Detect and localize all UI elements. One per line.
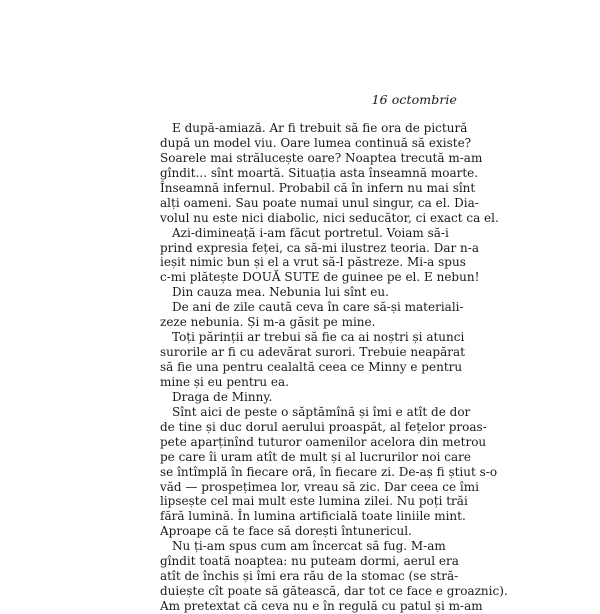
body-text [160, 121, 508, 614]
text-line: atît de închis și îmi era rău de la stomac (se stră- [160, 569, 459, 584]
text-line: ieșit nimic bun și el a vrut să-l păstreze. Mi-a spus [160, 255, 466, 270]
text-line: Din cauza mea. Nebunia lui sînt eu. [172, 285, 389, 300]
text-line: zeze nebunia. Și m-a găsit pe mine. [160, 315, 376, 330]
text-line: să fie una pentru cealaltă ceea ce Minny e pentru [160, 360, 463, 374]
text-line: prind expresia feței, ca să-mi ilustrez teoria. Dar n-a [160, 240, 479, 255]
text-line: Am pretextat că ceva nu e în regulă cu patul și m-am [160, 599, 483, 613]
text-line: pe care îi uram atît de mult și al lucrurilor noi care [160, 449, 471, 464]
text-line: de tine și duc dorul aerului proaspăt, al fețelor proas- [160, 419, 487, 434]
text-line: surorile ar fi cu adevărat surori. Trebuie neapărat [160, 345, 465, 360]
text-line: Soarele mai strălucește oare? Noaptea trecută m-am [160, 150, 483, 165]
text-line: Draga de Minny. [172, 389, 273, 404]
text-line: se întîmplă în fiecare oră, în fiecare zi. De-aș fi știut s-o [160, 464, 498, 479]
text-line: după un model viu. Oare lumea continuă să existe? [160, 135, 472, 150]
text-line: Nu ți-am spus cum am încercat să fug. M-am [172, 539, 446, 554]
text-line: c-mi plătește DOUĂ SUTE de guinee pe el. E nebun! [160, 270, 480, 285]
text-line: duiește cît poate să gătească, dar tot ce face e groaznic). [160, 584, 508, 599]
text-line: Înseamnă infernul. Probabil că în infern nu mai sînt [160, 180, 476, 195]
text-line: gîndit toată noaptea: nu puteam dormi, aerul era [160, 554, 459, 569]
text-line: De ani de zile caută ceva în care să-și materiali- [172, 300, 464, 315]
text-line: pete aparținînd tuturor oamenilor acelora din metrou [160, 434, 487, 449]
diary-date-heading: 16 octombrie [371, 92, 457, 107]
text-line: E după-amiază. Ar fi trebuit să fie ora de pictură [172, 121, 468, 135]
text-line: Sînt aici de peste o săptămînă și îmi e atît de dor [172, 404, 471, 419]
text-line: alți oameni. Sau poate numai unul singur, ca el. Dia- [160, 195, 479, 210]
text-line: mine și eu pentru ea. [160, 374, 289, 389]
text-line: volul nu este nici diabolic, nici seducător, ci exact ca el. [160, 210, 499, 225]
text-line: Aproape că te face să dorești întunericul. [160, 524, 412, 539]
text-line: gîndit... sînt moartă. Situația asta înseamnă moarte. [160, 165, 479, 180]
text-line: fără lumină. În lumina artificială toate liniile mint. [160, 509, 466, 524]
text-line: lipsește cel mai mult este lumina zilei. Nu poți trăi [160, 494, 468, 509]
text-line: văd — prospețimea lor, vreau să zic. Dar ceea ce îmi [160, 479, 479, 494]
text-line: Toți părinții ar trebui să fie ca ai noștri și atunci [172, 330, 465, 345]
text-line: Azi-dimineață i-am făcut portretul. Voiam să-i [172, 225, 449, 240]
